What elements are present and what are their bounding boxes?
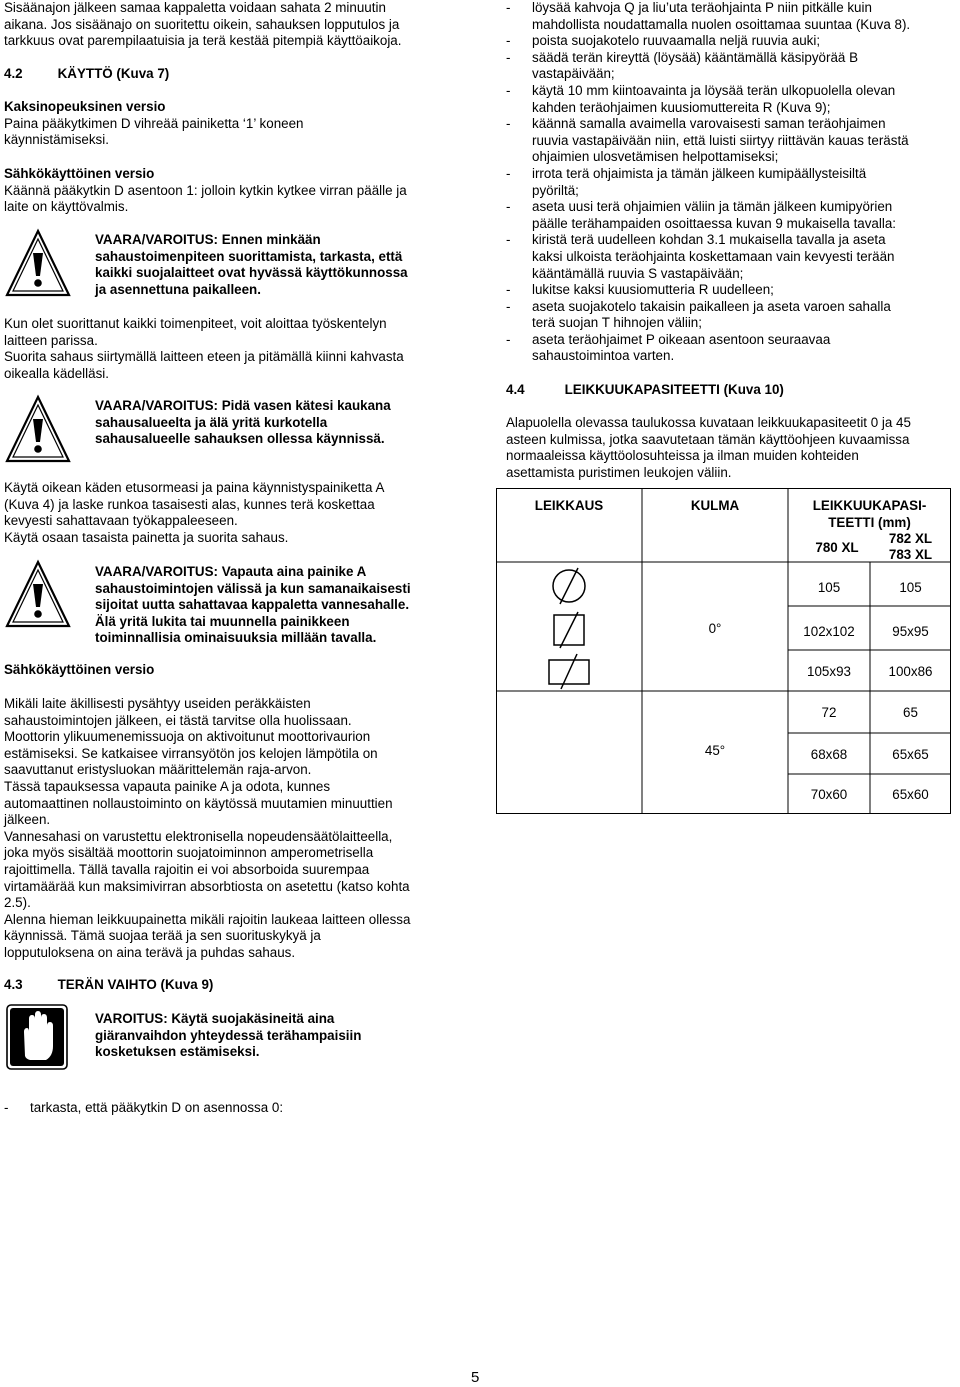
capacity-table-content [496, 488, 951, 814]
warning-triangle-icon [4, 559, 72, 634]
cap-780-round-45: 72 [821, 705, 837, 720]
list-item: - tarkasta, että pääkytkin D on asennossa 0: [4, 1100, 284, 1115]
cap-780-rect-0: 105x93 [807, 664, 851, 679]
overload-paragraph: Mikäli laite äkillisesti pysähtyy useiden peräkkäisten sahaustoimintojen jälkeen, ei tästä tarvitse olla huolissaan. Moottorin ylikuumenemissuoja on aktivoitunut moottorivaurion estämiseksi. Se katkaisee virransyötön jos kelojen lämpötila on saavuttanut eristysluokan määrittelemän raja-arvon. Tässä tapauksessa vapauta painike A ja odota, kunnes automaattinen nollaustoiminto on käytössä muutamien minuuttien jälkeen. Vannesahasi on varustettu elektronisella nopeudensäätölaitteella, joka myös sisältää moottorin suojatoiminnon amperometrisella rajoittimella. Tällä tavalla rajoitin ei voi absorboida suurempaa virtamäärää kun maksimivirran absorbtiosta on asetettu (katso kohta 2.5). Alenna hieman leikkuupainetta mikäli rajoitin laukeaa laitteen ollessa käynnissä. Tämä suojaa terää ja sen suorituskykyä ja lopputuloksena on aina terävä ja puhdas sahaus. [4, 696, 411, 960]
cap-782-round-0: 105 [899, 580, 922, 595]
warning-3-text: VAARA/VAROITUS: Vapauta aina painike A sahaustoimintojen välissä ja kun samanaikaisesti sijoitat uutta sahattavaa kappaletta vannesahalle. Älä yritä lukita tai muunnella painikkeen toiminnallisia ominaisuuksia millään tavalla. [95, 564, 411, 646]
list-item: - käytä 10 mm kiintoavainta ja löysää terän ulkopuolella olevan kahden teräohjaimen kuusiomuttereita R (Kuva 9); [506, 82, 896, 115]
warning-triangle-icon [4, 228, 72, 303]
header-782-783-label: 782 XL 783 XL [888, 531, 933, 562]
glove-hand-icon [6, 1004, 68, 1075]
header-angle-label: KULMA [690, 498, 740, 513]
page-number: 5 [471, 1369, 480, 1386]
section-4-4-heading: 4.4 LEIKKUUKAPASITEETTI (Kuva 10) [506, 382, 784, 397]
angle-45-label: 45° [704, 743, 726, 758]
list-item: - irrota terä ohjaimista ja tämän jälkeen kumipäällysteisiltä pyöriltä; [506, 165, 867, 198]
cap-782-square-0: 95x95 [892, 624, 929, 639]
angle-0-label: 0° [708, 621, 722, 636]
header-cut-label: LEIKKAUS [534, 498, 604, 513]
step-check-switch [4, 1100, 444, 1117]
cap-780-round-0: 105 [817, 580, 841, 595]
cap-782-square-45: 65x65 [892, 747, 929, 762]
blade-change-steps [506, 0, 951, 365]
list-item: - aseta uusi terä ohjaimien väliin ja tämän jälkeen kumipyörien päälle terähampaiden osoittaessa kuvan 9 mukaisella tavalla: [506, 199, 896, 231]
section-4-2-heading: 4.2 KÄYTTÖ (Kuva 7) [4, 66, 170, 81]
list-item: - aseta teräohjaimet P oikeaan asentoon seuraavaa sahaustoimintoa varten. [506, 331, 831, 364]
two-speed-version: Kaksinopeuksinen versio Paina pääkytkimen D vihreää painiketta ‘1’ koneen käynnistämiseksi. [4, 99, 304, 148]
electric-version-2-title: Sähkökäyttöinen versio [4, 662, 155, 677]
list-item: - löysää kahvoja Q ja liu’uta teräohjainta P niin pitkälle kuin mahdollista noudattamalla nuolen osoittamaa suuntaa (Kuva 8). [506, 0, 911, 32]
header-780-label: 780 XL [815, 540, 859, 555]
cap-782-rect-0: 100x86 [888, 664, 933, 679]
list-item: - aseta suojakotelo takaisin paikalleen ja aseta varoen sahalla terä suojan T hihnojen väliin; [506, 298, 891, 331]
warning-4-text: VAROITUS: Käytä suojakäsineitä aina giäranvaihdon yhteydessä terähampaisiin kosketuksen estämiseksi. [95, 1011, 362, 1060]
warning-triangle-icon [4, 394, 72, 469]
round-section-icon [549, 566, 589, 606]
electric-version: Sähkökäyttöinen versio Käännä pääkytkin D asentoon 1: jolloin kytkin kytkee virran päälle ja laite on käyttövalmis. [4, 166, 407, 215]
capacity-paragraph: Alapuolella olevassa taulukossa kuvataan leikkuukapasiteetit 0 ja 45 asteen kulmissa, jotka saavutetaan tämän käyttöohjeen kuvaamissa normaaleissa käyttöolosuhteissa ja ilman muiden kohteiden asettamista puristimen leukojen väliin. [506, 415, 911, 480]
rectangular-section-icon [545, 651, 593, 691]
square-section-icon [549, 610, 589, 650]
intro-paragraph: Sisäänajon jälkeen samaa kappaletta voidaan sahata 2 minuutin aikana. Jos sisäänajo on suoritettu oikein, sahauksen lopputulos ja tarkkuus ovat parempilaatuisia ja terä kestää pitempiä käyttöaikoja. [4, 0, 402, 49]
cap-782-round-45: 65 [903, 705, 918, 720]
header-capacity-label: LEIKKUUKAPASI- TEETTI (mm) [812, 498, 927, 530]
cap-780-square-45: 68x68 [810, 747, 848, 762]
start-paragraph: Käytä oikean käden etusormeasi ja paina käynnistyspainiketta A (Kuva 4) ja laske runkoa tasaisesti alas, kunnes terä koskettaa kevyesti sahattavaan työkappaleeseen. Käytä osaan tasaista painetta ja suorita sahaus. [4, 480, 385, 545]
list-item: - käännä samalla avaimella varovaisesti saman teräohjaimen ruuvia vastapäivään niin, että luisti siirtyy riittävän kauas terästä ohjaimien ulosvetämisen helpottamiseksi; [506, 116, 909, 165]
cap-780-square-0: 102x102 [803, 624, 855, 639]
operation-paragraph: Kun olet suorittanut kaikki toimenpiteet, voit aloittaa työskentelyn laitteen parissa. Suorita sahaus siirtymällä laitteen eteen ja pitämällä kiinni kahvasta oikealla kädelläsi. [4, 316, 404, 381]
warning-2-text: VAARA/VAROITUS: Pidä vasen kätesi kaukana sahausalueelta ja älä yritä kurkotella sahausalueelle sahauksen ollessa käynnissä. [95, 398, 391, 447]
cap-782-rect-45: 65x60 [892, 787, 929, 802]
list-item: - lukitse kaksi kuusiomutteria R uudelleen; [506, 282, 774, 298]
list-item: - säädä terän kireyttä (löysää) kääntämällä käsipyörää B vastapäivään; [506, 49, 859, 82]
section-4-3-heading: 4.3 TERÄN VAIHTO (Kuva 9) [4, 977, 214, 992]
warning-1-text: VAARA/VAROITUS: Ennen minkään sahaustoimenpiteen suorittamista, tarkasta, että kaikki suojalaitteet ovat hyvässä käyttökunnossa ja asennettuna paikalleen. [95, 232, 408, 297]
cap-780-rect-45: 70x60 [810, 787, 848, 802]
list-item: - kiristä terä uudelleen kohdan 3.1 mukaisella tavalla ja aseta kaksi ulkoista teräohjainta koskettamaan vain kevyesti terään kääntämällä ruuvia S vastapäivään; [506, 232, 895, 281]
list-item: - poista suojakotelo ruuvaamalla neljä ruuvia auki; [506, 33, 821, 49]
